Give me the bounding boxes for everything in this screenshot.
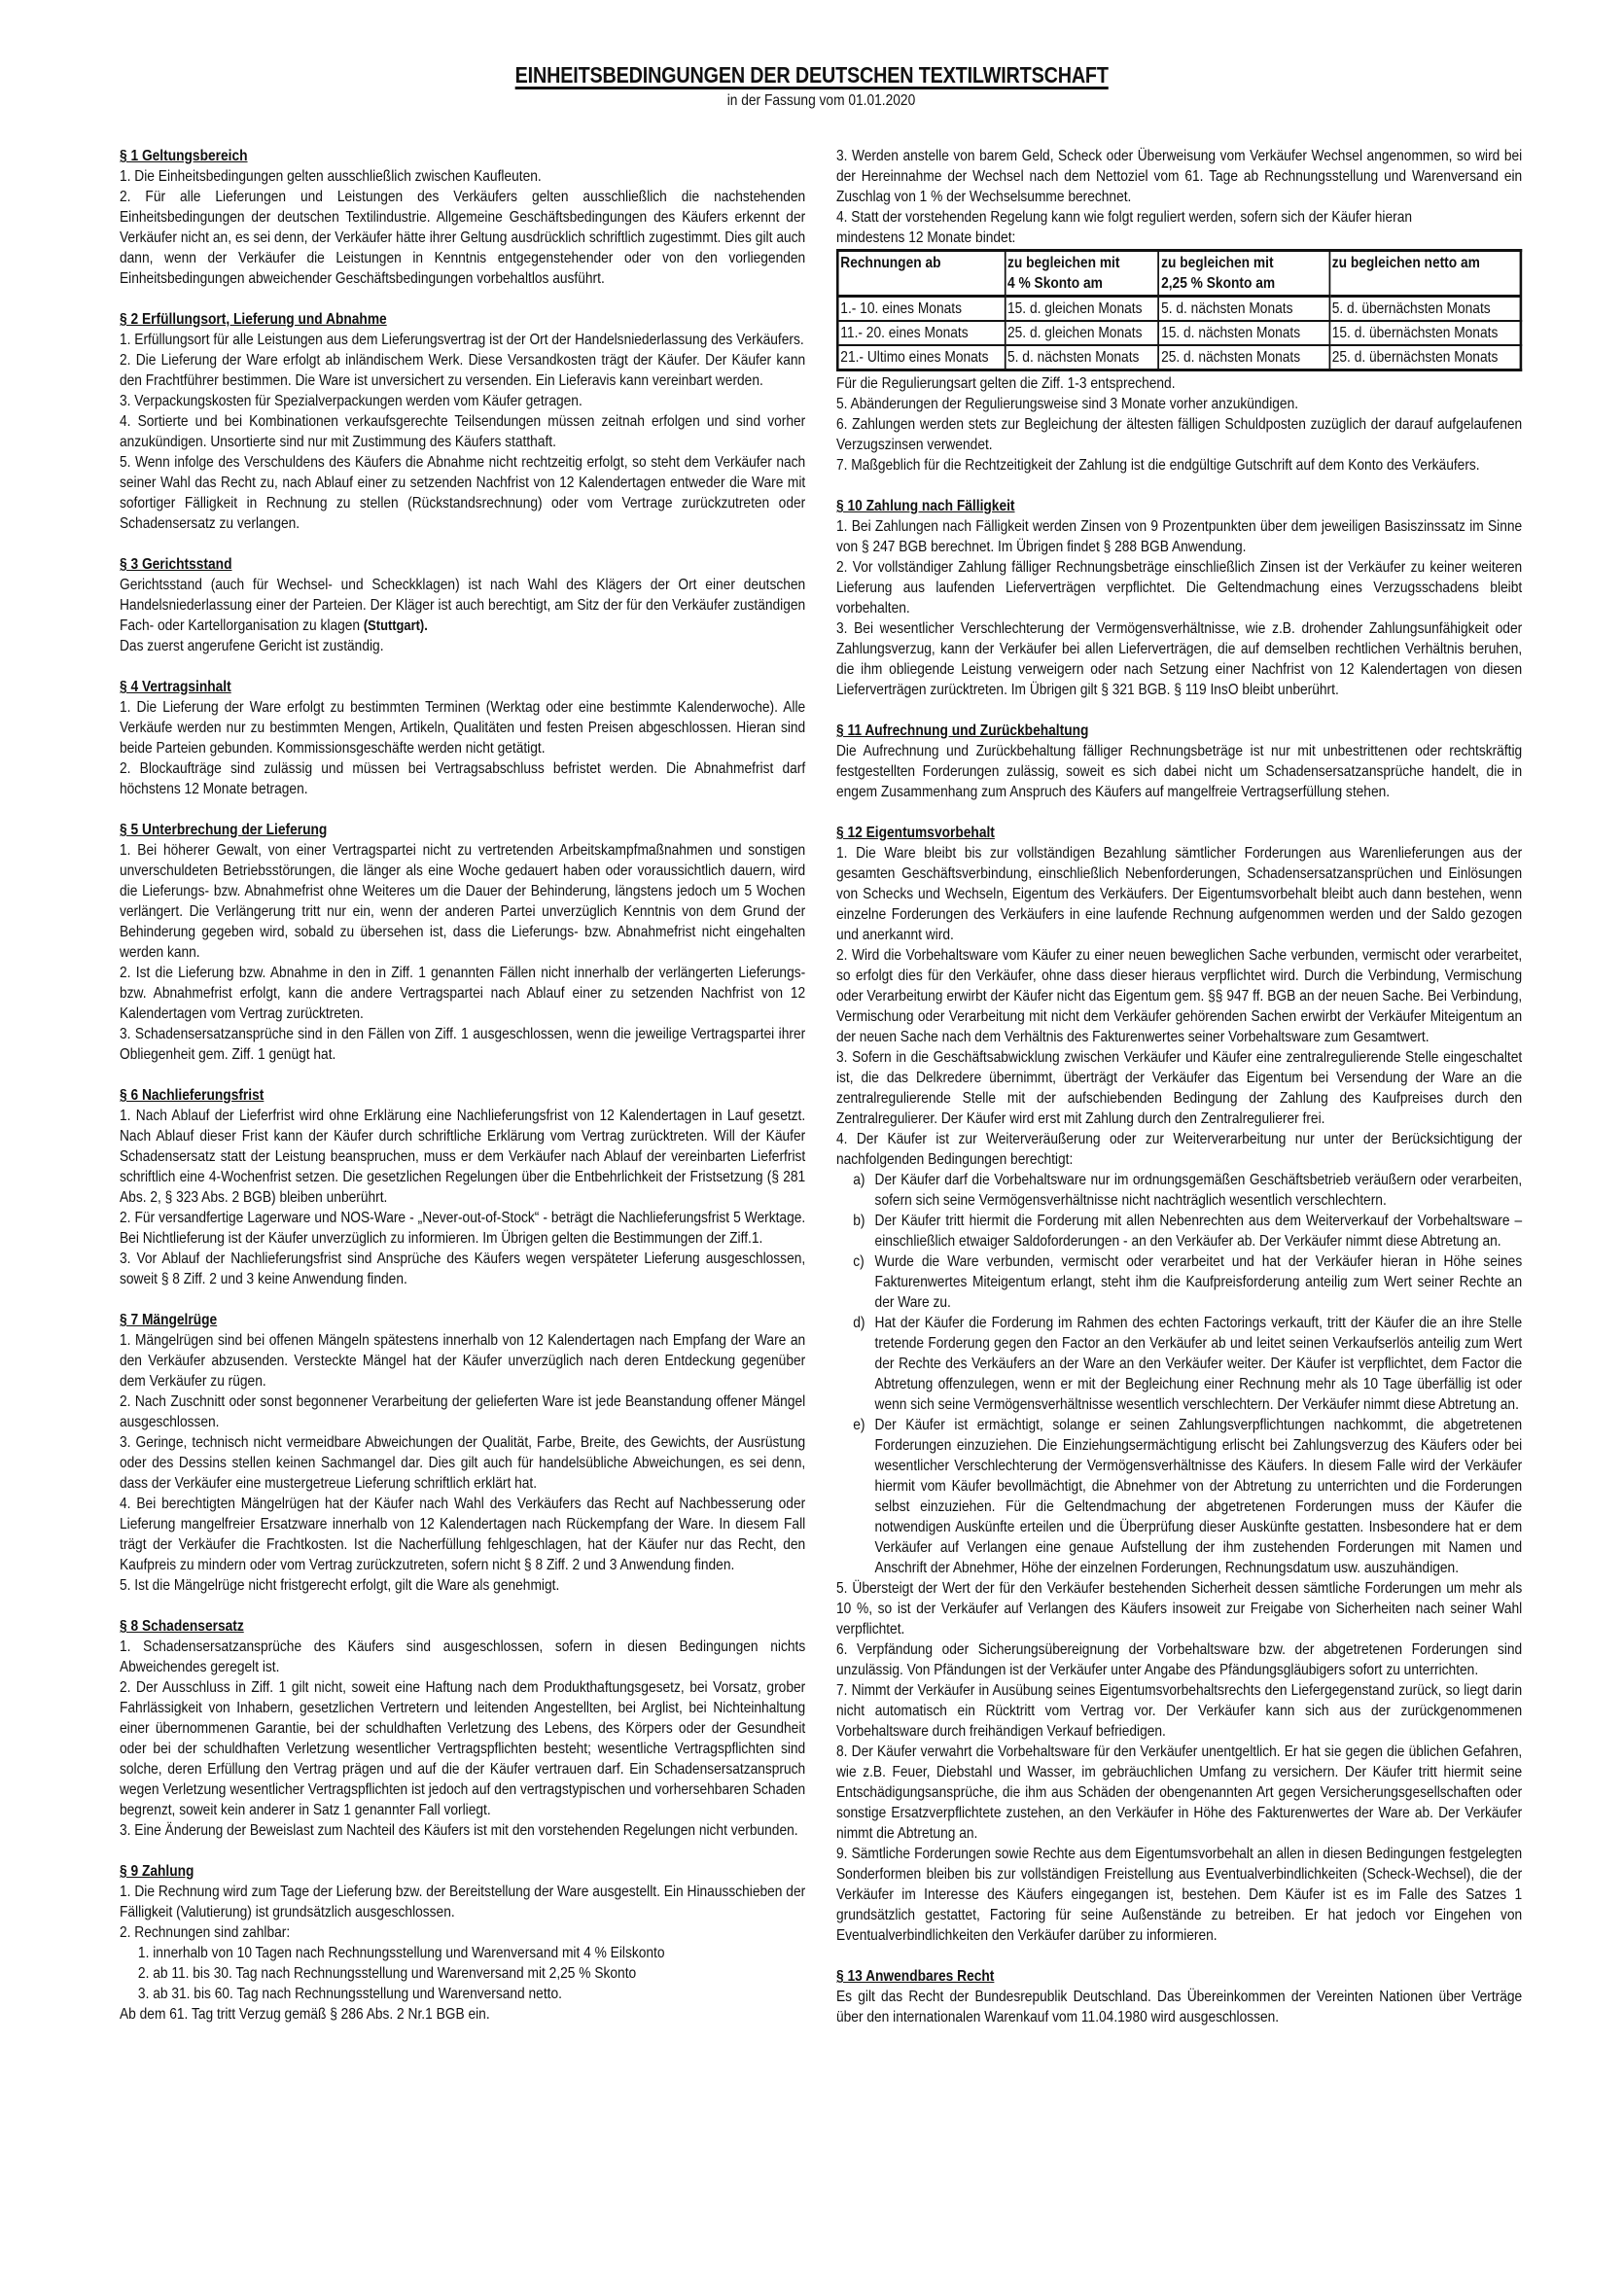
section-heading: § 9 Zahlung [120,1863,194,1880]
paragraph [120,697,805,758]
section [836,1966,1522,2027]
paragraph [836,741,1522,802]
table-header-cell: Rechnungen ab [837,251,1005,297]
paragraph-text: 3. Bei wesentlicher Verschlechterung der Vermögensverhältnisse, wie z.B. drohender Zahlungsunfähigkeit oder Zahlungsverzug, kann der Verkäufer bei allen Lieferverträgen, die auf demselben rechtlichen Verhältnis beruhen, die ihm obliegende Leistung verweigern oder nach Setzung einer Nachfrist von 12 Kalendertagen von diesen Lieferverträgen zurücktreten. Im Übrigen gilt § 321 BGB. § 119 InsO bleibt unberührt. [836,620,1523,698]
paragraph-text: 4. Bei berechtigten Mängelrügen hat der Käufer nach Wahl des Verkäufers das Recht auf Nachbesserung oder Lieferung mangelfreier Ersatzware innerhalb von 12 Kalendertagen nach Rückempfang der Ware. In diesem Fall trägt der Verkäufer die Frachtkosten. Ist die Nacherfüllung fehlgeschlagen, hat der Käufer nur das Recht, den Kaufpreis zu mindern oder vom Vertrag zurückzutreten, sofern nicht § 8 Ziff. 2 und 3 Anwendung finden. [120,1496,806,1573]
paragraph-text: 1. Bei Zahlungen nach Fälligkeit werden Zinsen von 9 Prozentpunkten über dem jeweiligen Basiszinssatz im Sinne von § 247 BGB berechnet. Im Übrigen findet § 288 BGB Anwendung. [836,518,1523,555]
paragraph-text: 3. Werden anstelle von barem Geld, Scheck oder Überweisung vom Verkäufer Wechsel angenommen, so wird bei der Hereinnahme der Wechsel nach dem Nettoziel vom 61. Tage ab Rechnungsstellung und Warenversand ein Zuschlag von 1 % der Wechselsumme berechnet. [836,148,1523,205]
paragraph [120,1208,805,1249]
table-row [837,345,1521,370]
table-cell: 15. d. übernächsten Monats [1329,321,1521,345]
paragraph [836,1129,1522,1170]
paragraph-text: 1. Bei höherer Gewalt, von einer Vertragspartei nicht zu vertretenden Arbeitskampfmaßnahmen und sonstigen unverschuldeten Betriebsstörungen, die länger als eine Woche gedauert haben oder voraussichtlich dauern, wird die Lieferungs- bzw. Abnahmefrist ohne Weiteres um die Dauer der Behinderung, längstens jedoch um 5 Wochen verlängert. Die Verlängerung tritt nur ein, wenn der anderen Partei unverzüglich Kenntnis von dem Grund der Behinderung gegeben wird, sobald zu übersehen ist, dass die Lieferungs- bzw. Abnahmefrist nicht eingehalten werden kann. [120,842,806,961]
document-header [0,62,1624,110]
paragraph [120,1392,805,1432]
lettered-item [836,1170,1522,1211]
paragraph [836,1047,1522,1129]
paragraph-text: 9. Sämtliche Forderungen sowie Rechte aus dem Eigentumsvorbehalt an allen in diesen Bedingungen festgelegten Sonderformen bleiben bis zur vollständigen Freistellung aus Eventualverbindlichkeiten (Scheck-Wechsel), die der Verkäufer im Interesse des Käufers eingegangen ist, bestehen. Dem Käufer ist es im Falle des Satzes 1 grundsätzlich gestattet, Factoring für seine Außenstände zu betreiben. Er hat jedoch vor Eingehen von Eventualverbindlichkeiten den Verkäufer darüber zu informieren. [836,1846,1523,1944]
paragraph [836,207,1522,248]
table-row [837,321,1521,345]
item-label: d) [853,1315,865,1331]
section-heading: § 6 Nachlieferungsfrist [120,1087,265,1104]
paragraph-text: Das zuerst angerufene Gericht ist zuständig. [120,638,384,654]
document-subtitle: in der Fassung vom 01.01.2020 [726,92,916,109]
table-cell: 11.- 20. eines Monats [837,321,1005,345]
paragraph [120,330,805,350]
paragraph [836,414,1522,455]
item-text: Der Käufer darf die Vorbehaltsware nur im ordnungsgemäßen Geschäftsbetrieb veräußern oder verarbeiten, sofern sich seine Vermögensverhältnisse nicht nachträglich wesentlich verschlechtern. [874,1172,1523,1209]
lettered-item [836,1313,1522,1415]
paragraph-text: 2. Für versandfertige Lagerware und NOS-Ware - „Never-out-of-Stock“ - beträgt die Nachlieferungsfrist 5 Werktage. Bei Nichtlieferung ist der Käufer unverzüglich zu informieren. Im Übrigen gelten die Bestimmungen der Ziff.1. [120,1210,806,1247]
table-cell: 5. d. nächsten Monats [1159,297,1330,322]
paragraph-text: 1. Die Lieferung der Ware erfolgt zu bestimmten Terminen (Werktag oder eine bestimmte Kalenderwoche). Alle Verkäufe werden nur zu bestimmten Mengen, Artikeln, Qualitäten und festen Preisen abgeschlossen. Hieran sind beide Parteien gebunden. Kommissionsgeschäfte werden nicht getätigt. [120,699,806,757]
paragraph-text: 3. Verpackungskosten für Spezialverpackungen werden vom Käufer getragen. [120,393,583,409]
paragraph [120,1249,805,1289]
table-cell: 25. d. nächsten Monats [1159,345,1330,370]
item-label: e) [853,1417,865,1433]
paragraph [120,1820,805,1841]
table-cell: 5. d. nächsten Monats [1005,345,1158,370]
lettered-item [836,1211,1522,1251]
payment-term-item: 1. innerhalb von 10 Tagen nach Rechnungsstellung und Warenversand mit 4 % Eilskonto [137,1945,665,1961]
paragraph-text: 2. Der Ausschluss in Ziff. 1 gilt nicht, soweit eine Haftung nach dem Produkthaftungsgesetz, bei Vorsatz, grober Fahrlässigkeit von Inhabern, gesetzlichen Vertretern und leitenden Angestellten, bei Arglist, bei Nichteinhaltung einer übernommenen Garantie, bei der schuldhaften Verletzung des Lebens, des Körpers oder der Gesundheit oder bei der schuldhaften Verletzung wesentlicher Vertragspflichten besteht; wesentliche Vertragspflichten sind solche, deren Erfüllung den Vertrag prägen und auf die der Käufer vertrauen darf. Ein Schadensersatzanspruch wegen Verletzung wesentlicher Vertragspflichten ist jedoch auf den vertragstypischen und vorhersehbaren Schaden begrenzt, soweit kein anderer in Satz 1 genannter Fall vorliegt. [120,1679,806,1818]
paragraph-text: Es gilt das Recht der Bundesrepublik Deutschland. Das Übereinkommen der Vereinten Nationen über Verträge über den internationalen Warenkauf vom 11.04.1980 wird ausgeschlossen. [836,1989,1523,2026]
section [120,1085,805,1289]
paragraph-text: 5. Abänderungen der Regulierungsweise sind 3 Monate vorher anzukündigen. [836,396,1299,412]
paragraph-text: 4. Der Käufer ist zur Weiterveräußerung oder zur Weiterverarbeitung nur unter der Berücksichtigung der nachfolgenden Bedingungen berechtigt: [836,1131,1523,1168]
section-heading: § 5 Unterbrechung der Lieferung [120,822,328,838]
section-heading: § 10 Zahlung nach Fälligkeit [836,498,1015,514]
paragraph-text: 1. Die Einheitsbedingungen gelten ausschließlich zwischen Kaufleuten. [120,168,542,185]
paragraph-text: 1. Schadensersatzansprüche des Käufers sind ausgeschlossen, sofern in diesen Bedingungen nichts Abweichendes geregelt ist. [120,1638,806,1675]
table-cell: 5. d. übernächsten Monats [1329,297,1521,322]
paragraph-text: 5. Ist die Mängelrüge nicht fristgerecht erfolgt, gilt die Ware als genehmigt. [120,1577,560,1594]
paragraph-text: 6. Zahlungen werden stets zur Begleichung der ältesten fälligen Schuldposten zuzüglich der darauf aufgelaufenen Verzugszinsen verwendet. [836,416,1523,453]
paragraph-text: 1. Erfüllungsort für alle Leistungen aus dem Lieferungsvertrag ist der Ort der Handelsniederlassung des Verkäufers. [120,332,804,348]
paragraph-text: 2. Ist die Lieferung bzw. Abnahme in den in Ziff. 1 genannten Fällen nicht innerhalb der verlängerten Lieferungs- bzw. Abnahmefrist erfolgt, kann die andere Vertragspartei nach Ablauf einer zu setzenden Nachfrist von 12 Kalendertagen vom Vertrag zurücktreten. [120,965,806,1022]
section [836,146,1522,476]
paragraph [836,146,1522,207]
paragraph [836,455,1522,476]
paragraph [120,1494,805,1575]
paragraph-text: 2. Nach Zuschnitt oder sonst begonnener Verarbeitung der gelieferten Ware ist jede Beanstandung offener Mängel ausgeschlossen. [120,1393,806,1430]
paragraph [836,618,1522,700]
section [120,677,805,799]
paragraph-text: 2. Blockaufträge sind zulässig und müssen bei Vertragsabschluss befristet werden. Die Abnahmefrist darf höchstens 12 Monate betragen. [120,760,806,797]
paragraph [120,2004,805,2025]
paragraph-text: 6. Verpfändung oder Sicherungsübereignung der Vorbehaltsware bzw. der abgetretenen Forderungen sind unzulässig. Von Pfändungen ist der Verkäufer unter Angabe des Pfändungsgläubigers sofort zu unterrichten. [836,1641,1523,1678]
paragraph [120,1106,805,1208]
section-heading: § 7 Mängelrüge [120,1312,218,1328]
lettered-item [836,1415,1522,1578]
paragraph-text: 8. Der Käufer verwahrt die Vorbehaltsware für den Verkäufer unentgeltlich. Er hat sie gegen die üblichen Gefahren, wie z.B. Feuer, Diebstahl und Wasser, im gebräuchlichen Umfang zu versichern. Der Käufer tritt hiermit seine Entschädigungsansprüche, die ihm aus Schäden der obengenannten Art gegen Versicherungsgesellschaften oder sonstige Ersatzverpflichtete zustehen, an den Verkäufer in Höhe des Fakturenwertes der Ware ab. Der Verkäufer nimmt die Abtretung an. [836,1744,1523,1842]
paragraph [120,350,805,391]
paragraph-text: 3. Schadensersatzansprüche sind in den Fällen von Ziff. 1 ausgeschlossen, wenn die jeweilige Vertragspartei ihrer Obliegenheit gem. Ziff. 1 genügt hat. [120,1026,806,1063]
table-header-cell: zu begleichen mit 2,25 % Skonto am [1159,251,1330,297]
paragraph-text: 3. Vor Ablauf der Nachlieferungsfrist sind Ansprüche des Käufers wegen verspäteter Lieferung ausgeschlossen, soweit § 8 Ziff. 2 und 3 keine Anwendung finden. [120,1251,806,1287]
paragraph [836,557,1522,618]
document-title: EINHEITSBEDINGUNGEN DER DEUTSCHEN TEXTILWIRTSCHAFT [514,62,1110,88]
paragraph-text: 3. Eine Änderung der Beweislast zum Nachteil des Käufers ist mit den vorstehenden Regelungen nicht verbunden. [120,1822,798,1839]
item-label: b) [853,1213,865,1229]
payment-term-item: 2. ab 11. bis 30. Tag nach Rechnungsstellung und Warenversand mit 2,25 % Skonto [137,1965,637,1982]
paragraph [120,1575,805,1596]
paragraph-text: 1. Nach Ablauf der Lieferfrist wird ohne Erklärung eine Nachlieferungsfrist von 12 Kalendertagen in Lauf gesetzt. Nach Ablauf dieser Frist kann der Käufer durch schriftliche Erklärung vom Vertrag zurücktreten. Will der Käufer Schadensersatz statt der Leistung beanspruchen, muss er dem Verkäufer nach Ablauf der vereinbarten Lieferfrist schriftlich eine 4-Wochenfrist setzen. Die gesetzlichen Regelungen über die Entbehrlichkeit der Fristsetzung (§ 281 Abs. 2, § 323 Abs. 2 BGB) bleiben unberührt. [120,1108,806,1206]
paragraph-text: Gerichtsstand (auch für Wechsel- und Scheckklagen) ist nach Wahl des Klägers der Ort einer deutschen Handelsniederlassung einer der Parteien. Der Kläger ist auch berechtigt, am Sitz der für den Verkäufer zuständigen Fach- oder Kartellorganisation zu klagen [120,577,806,634]
section [120,1616,805,1841]
table-cell: 21.- Ultimo eines Monats [837,345,1005,370]
lettered-item [836,1251,1522,1313]
paragraph-text: 5. Übersteigt der Wert der für den Verkäufer bestehenden Sicherheit dessen sämtliche Forderungen um mehr als 10 %, so ist der Verkäufer auf Verlangen des Käufers insoweit zur Freigabe von Sicherheiten nach seiner Wahl verpflichtet. [836,1580,1523,1638]
table-header-cell: zu begleichen mit 4 % Skonto am [1005,251,1158,297]
section-heading: § 12 Eigentumsvorbehalt [836,825,995,841]
section-heading: § 2 Erfüllungsort, Lieferung und Abnahme [120,311,387,328]
item-text: Hat der Käufer die Forderung im Rahmen des echten Factorings verkauft, tritt der Käufer die an ihre Stelle tretende Forderung gegen den Factor an den Verkäufer ab und leitet seinen Verkaufserlös anteilig zum Wert der Rechte des Verkäufers an der Ware an den Verkäufer weiter. Der Käufer ist verpflichtet, dem Factor die Abtretung offenzulegen, wenn er mit der Begleichung einer Rechnung mehr als 10 Tage überfällig ist oder wenn sich seine Vermögensverhältnisse wesentlich verschlechtern. Der Verkäufer nimmt diese Abtretung an. [874,1315,1523,1413]
paragraph-text: 2. Für alle Lieferungen und Leistungen des Verkäufers gelten ausschließlich die nachstehenden Einheitsbedingungen der deutschen Textilindustrie. Allgemeine Geschäftsbedingungen des Käufers erkennt der Verkäufer nicht an, es sei denn, der Verkäufer hätte ihrer Geltung ausdrücklich schriftlich zugestimmt. Dies gilt auch dann, wenn der Verkäufer die Leistungen in Kenntnis entgegenstehender oder von den vorliegenden Einheitsbedingungen abweichender Geschäftsbedingungen vorbehaltlos ausführt. [120,189,806,287]
section-heading: § 13 Anwendbares Recht [836,1968,995,1985]
section-heading: § 8 Schadensersatz [120,1618,244,1635]
paragraph-text: 2. Rechnungen sind zahlbar: [120,1924,291,1941]
paragraph-text: Für die Regulierungsart gelten die Ziff. 1-3 entsprechend. [836,375,1176,392]
paragraph [120,166,805,187]
paragraph [836,1680,1522,1742]
paragraph-text: 1. Mängelrügen sind bei offenen Mängeln spätestens innerhalb von 12 Kalendertagen nach Empfang der Ware an den Verkäufer abzusenden. Versteckte Mängel hat der Käufer unverzüglich nach deren Entdeckung gegenüber dem Verkäufer zu rügen. [120,1332,806,1390]
paragraph [120,1637,805,1677]
table-cell: 15. d. gleichen Monats [1005,297,1158,322]
paragraph [836,945,1522,1047]
table-cell: 1.- 10. eines Monats [837,297,1005,322]
paragraph [836,1742,1522,1844]
table-header-cell: zu begleichen netto am [1329,251,1521,297]
paragraph [120,963,805,1024]
paragraph [120,452,805,534]
paragraph-text: 1. Die Rechnung wird zum Tage der Lieferung bzw. der Bereitstellung der Ware ausgestellt. Ein Hinausschieben der Fälligkeit (Valutierung) ist grundsätzlich ausgeschlossen. [120,1884,806,1920]
section [120,309,805,534]
paragraph [120,391,805,411]
section [836,496,1522,700]
item-text: Der Käufer tritt hiermit die Forderung mit allen Nebenrechten aus dem Weiterverkauf der Vorbehaltsware – einschließlich etwaiger Saldoforderungen - an den Verkäufer ab. Der Verkäufer nimmt diese Abtretung an. [874,1213,1523,1250]
section [120,146,805,289]
payment-term-item: 3. ab 31. bis 60. Tag nach Rechnungsstellung und Warenversand netto. [137,1986,562,2002]
paragraph [836,843,1522,945]
paragraph [120,840,805,963]
section [120,1861,805,2025]
paragraph-text: 7. Nimmt der Verkäufer in Ausübung seines Eigentumsvorbehaltsrechts den Liefergegenstand zurück, so liegt darin nicht automatisch ein Rücktritt vom Vertrag vor. Der Verkäufer kann sich aus der zurückgenommenen Vorbehaltsware durch freihändigen Verkauf befriedigen. [836,1682,1523,1740]
table-cell: 25. d. gleichen Monats [1005,321,1158,345]
item-text: Der Käufer ist ermächtigt, solange er seinen Zahlungsverpflichtungen nachkommt, die abgetretenen Forderungen einzuziehen. Die Einziehungsermächtigung erlischt bei Zahlungsverzug des Käufers oder bei wesentlicher Verschlechterung der Vermögensverhältnisse des Käufers. In diesem Falle wird der Verkäufer hiermit vom Käufer bevollmächtigt, die Abnehmer von der Abtretung zu unterrichten und die Forderungen selbst einzuziehen. Für die Geltendmachung der abgetretenen Forderungen muss der Käufer die notwendigen Auskünfte erteilen und die Überprüfung dieser Auskünfte gestatten. Insbesondere hat er dem Verkäufer auf Verlangen eine genaue Aufstellung der ihm zustehenden Forderungen mit Namen und Anschrift der Abnehmer, Höhe der einzelnen Forderungen, Rechnungsdatum usw. auszuhändigen. [874,1417,1523,1576]
paragraph-text: 2. Wird die Vorbehaltsware vom Käufer zu einer neuen beweglichen Sache verbunden, vermischt oder verarbeitet, so erfolgt dies für den Verkäufer, ohne dass dieser hieraus verpflichtet wird. Durch die Verbindung, Vermischung oder Verarbeitung erwirbt der Käufer nicht das Eigentum gem. §§ 947 ff. BGB an der neuen Sache. Bei Verbindung, Vermischung oder Verarbeitung mit nicht dem Verkäufer gehörenden Sachen erwirbt der Verkäufer Miteigentum an der neuen Sache nach dem Verhältnis des Fakturenwertes seiner Vorbehaltsware zum Gesamtwert. [836,947,1523,1045]
paragraph [836,1578,1522,1639]
paragraph-text: 3. Sofern in die Geschäftsabwicklung zwischen Verkäufer und Käufer eine zentralregulierende Stelle eingeschaltet ist, die das Delkredere übernimmt, überträgt der Verkäufer das Eigentum bei Versendung der Ware an die zentralregulierende Stelle mit der aufschiebenden Bedingung der Zahlung des Kaufpreises durch den Zentralregulierer. Der Käufer wird erst mit Zahlung durch den Zentralregulierer frei. [836,1049,1523,1127]
section [836,721,1522,802]
section [120,820,805,1065]
item-text: Wurde die Ware verbunden, vermischt oder verarbeitet und hat der Verkäufer hieran in Höhe seines Fakturenwertes Miteigentum erlangt, steht ihm die Kaufpreisforderung anteilig zum Wert seiner Rechte an der Ware zu. [874,1253,1523,1311]
payment-schedule-table [836,249,1522,371]
left-column [120,146,805,2045]
paragraph [120,1024,805,1065]
paragraph-text: 1. Die Ware bleibt bis zur vollständigen Bezahlung sämtlicher Forderungen aus Warenlieferungen aus der gesamten Geschäftsverbindung, einschließlich Nebenforderungen, Schadensersatzansprüchen und Einlösungen von Schecks und Wechseln, Eigentum des Verkäufers. Der Eigentumsvorbehalt bleibt auch dann bestehen, wenn einzelne Forderungen des Verkäufers in eine laufende Rechnung aufgenommen werden und der Saldo gezogen und anerkannt wird. [836,845,1523,943]
paragraph [120,575,805,636]
table-row [837,297,1521,322]
item-label: c) [853,1253,865,1270]
paragraph [120,636,805,656]
section [120,1310,805,1596]
item-label: a) [853,1172,865,1188]
paragraph [836,394,1522,414]
paragraph [836,516,1522,557]
paragraph [120,411,805,452]
paragraph-text: 4. Sortierte und bei Kombinationen verkaufsgerechte Teilsendungen müssen zeitnah erfolgen und sind vorher anzukündigen. Unsortierte sind nur mit Zustimmung des Käufers statthaft. [120,413,806,450]
paragraph [120,1330,805,1392]
paragraph-text: 4. Statt der vorstehenden Regelung kann wie folgt reguliert werden, sofern sich der Käufer hieran mindestens 12 Monate bindet: [836,209,1413,246]
court-location: (Stuttgart). [363,617,428,634]
paragraph [836,1639,1522,1680]
section-heading: § 4 Vertragsinhalt [120,679,231,695]
section [836,823,1522,1946]
table-cell: 25. d. übernächsten Monats [1329,345,1521,370]
table-cell: 15. d. nächsten Monats [1159,321,1330,345]
paragraph [120,187,805,289]
paragraph [836,1844,1522,1946]
section-heading: § 1 Geltungsbereich [120,148,248,164]
paragraph [120,1432,805,1494]
right-column [836,146,1522,2048]
paragraph-text: 3. Geringe, technisch nicht vermeidbare Abweichungen der Qualität, Farbe, Breite, des Gewichts, der Ausrüstung oder des Dessins stellen keinen Sachmangel dar. Dies gilt auch für handelsübliche Abweichungen, es sei denn, dass der Verkäufer eine mustergetreue Lieferung schriftlich erklärt hat. [120,1434,806,1492]
table-header-row [837,251,1521,297]
paragraph [120,1882,805,1922]
paragraph [836,1987,1522,2027]
paragraph-text: 2. Die Lieferung der Ware erfolgt ab inländischem Werk. Diese Versandkosten trägt der Käufer. Der Käufer kann den Frachtführer bestimmen. Die Ware ist unversichert zu versenden. Ein Lieferavis kann vereinbart werden. [120,352,806,389]
paragraph [120,1922,805,1943]
paragraph-text: 2. Vor vollständiger Zahlung fälliger Rechnungsbeträge einschließlich Zinsen ist der Verkäufer zu keiner weiteren Lieferung aus laufenden Lieferverträgen verpflichtet. Die Geltendmachung eines Verzugsschadens bleibt vorbehalten. [836,559,1523,617]
section [120,554,805,656]
paragraph-text: Ab dem 61. Tag tritt Verzug gemäß § 286 Abs. 2 Nr.1 BGB ein. [120,2006,490,2023]
paragraph [120,758,805,799]
section-heading: § 11 Aufrechnung und Zurückbehaltung [836,722,1089,739]
paragraph-text: Die Aufrechnung und Zurückbehaltung fälliger Rechnungsbeträge ist nur mit unbestrittenen oder rechtskräftig festgestellten Forderungen zulässig, soweit es sich dabei nicht um Schadensersatzansprüche handelt, die in engem Zusammenhang zum Anspruch des Käufers auf mangelfreie Vertragserfüllung stehen. [836,743,1523,800]
section-heading: § 3 Gerichtsstand [120,556,232,573]
paragraph [120,1677,805,1820]
paragraph [836,373,1522,394]
paragraph-text: 7. Maßgeblich für die Rechtzeitigkeit der Zahlung ist die endgültige Gutschrift auf dem Konto des Verkäufers. [836,457,1480,474]
paragraph-text: 5. Wenn infolge des Verschuldens des Käufers die Abnahme nicht rechtzeitig erfolgt, so steht dem Verkäufer nach seiner Wahl das Recht zu, nach Ablauf einer zu setzenden Nachfrist von 12 Kalendertagen entweder die Ware mit sofortiger Fälligkeit in Rechnung zu stellen (Rückstandsrechnung) oder vom Vertrage zurückzutreten oder Schadensersatz zu verlangen. [120,454,806,532]
